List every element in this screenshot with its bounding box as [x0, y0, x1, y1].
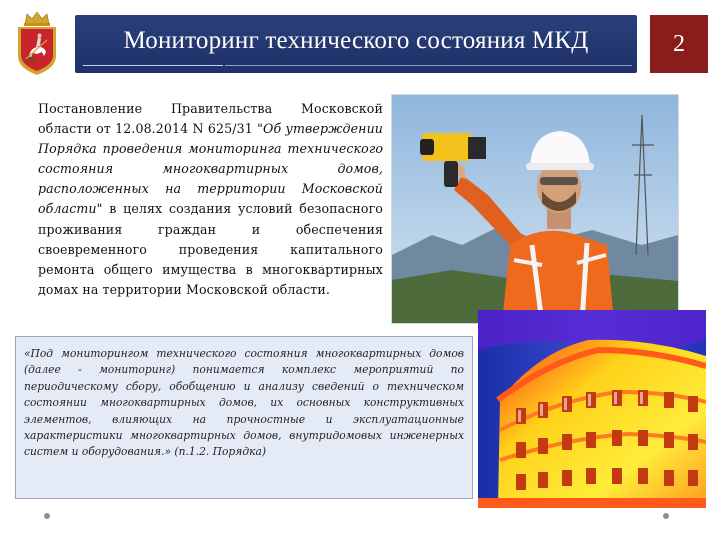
page-title: Мониторинг технического состояния МКД [123, 27, 589, 54]
decorative-dot [44, 513, 50, 519]
resolution-text-end: " в целях создания условий безопасного проживания граждан и обеспечения своевременного проведения капитального ремонта общего имущества в многоквартирных домах на территории Московской области. [38, 201, 383, 297]
resolution-title-italic: Об утверждении Порядка проведения мониторинга технического состояния многоквартирных домов, расположенных на территории Московской области [38, 121, 383, 217]
thermal-building-image [478, 310, 706, 508]
slide-number: 2 [650, 15, 708, 73]
decorative-dot [663, 513, 669, 519]
resolution-text-start: Постановление Правительства Московской области от 12.08.2014 N 625/31 " [38, 101, 383, 137]
resolution-paragraph [38, 99, 383, 300]
worker-thermal-camera-photo [391, 94, 679, 324]
title-underline [83, 65, 223, 66]
definition-quote-box [15, 336, 473, 499]
definition-quote-text: «Под мониторингом технического состояния многоквартирных домов (далее - мониторинг) понимается комплекс мероприятий по периодическому сбору, обобщению и анализу сведений о техническом состоянии многоквартирных домов, их основных конструктивных элементов, влияющих на прочностные и эксплуатационные характеристики многоквартирных домов, внутридомовых инженерных систем и оборудования.» (п.1.2. Порядка) [24, 347, 464, 459]
title-bar [75, 15, 637, 73]
coat-of-arms-icon [13, 10, 61, 78]
title-underline-extension [225, 65, 632, 66]
